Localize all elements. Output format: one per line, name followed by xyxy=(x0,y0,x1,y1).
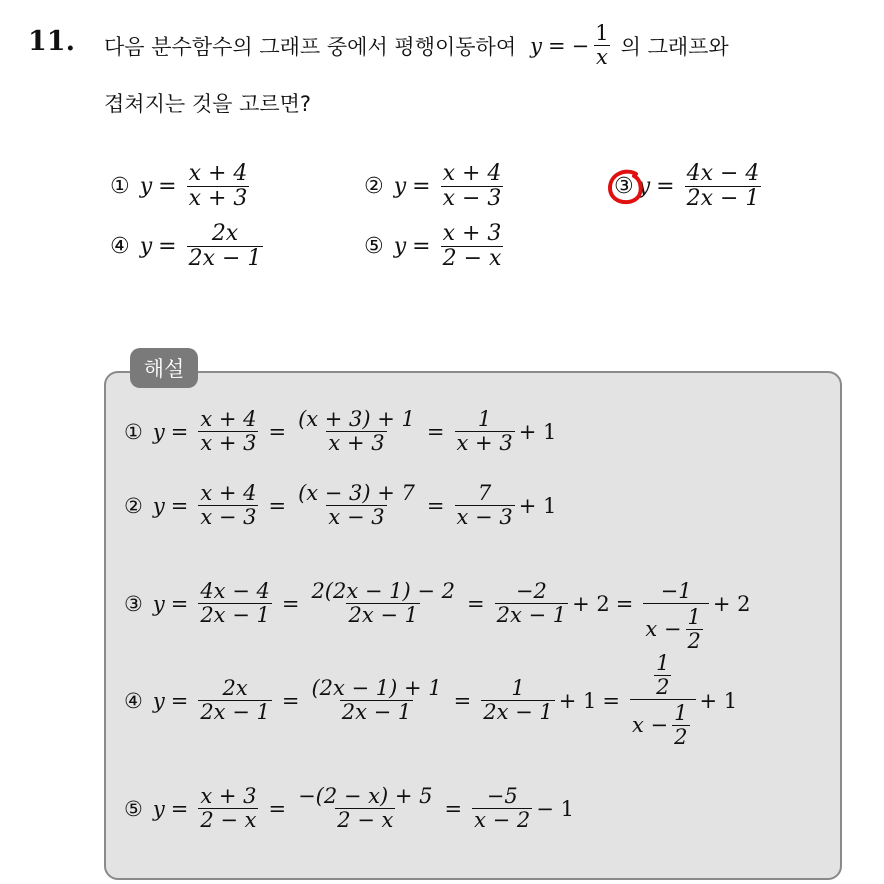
question-text-line2: 겹쳐지는 것을 고르면? xyxy=(104,92,312,116)
choice-fraction: $\frac{x + 4}{x + 3}$ xyxy=(188,161,248,212)
choice-marker: ② xyxy=(364,174,384,200)
question-eq-lhs: y xyxy=(530,33,543,58)
solution-row-2: ② y = $\frac{x + 4}{x - 3}$ = $\frac{(x - 3) + 7}{x - 3}$ = $\frac{7}{x - 3}$ + 1 xyxy=(124,481,557,530)
choice-marker: ⑤ xyxy=(364,234,384,260)
choice-fraction: $\frac{x + 3}{2 - x}$ xyxy=(442,221,502,272)
choice-marker: ① xyxy=(110,174,130,200)
choice-fraction: $\frac{x + 4}{x - 3}$ xyxy=(442,161,502,212)
question-eq-neg: − xyxy=(571,33,590,58)
choice-marker: ③ xyxy=(614,174,634,200)
choice-lhs: y xyxy=(393,234,407,260)
solution-row-5: ⑤ y = $\frac{x + 3}{2 - x}$ = $\frac{-(2 - x) + 5}{2 - x}$ = $\frac{-5}{x - 2}$ − 1 xyxy=(124,784,574,833)
question-number: 11. xyxy=(28,26,75,57)
question-fraction xyxy=(593,22,610,69)
answer-circle-mark-icon xyxy=(606,168,646,208)
choice-4[interactable]: ④ y = $\frac{2x}{2x - 1}$ xyxy=(110,221,262,272)
choice-5[interactable]: ⑤ y = $\frac{x + 3}{2 - x}$ xyxy=(364,221,502,272)
choice-lhs: y xyxy=(637,174,651,200)
choice-fraction: $\frac{2x}{2x - 1}$ xyxy=(188,221,262,272)
question-text-line1 xyxy=(104,22,729,69)
question-frac-den: x xyxy=(596,45,608,70)
question-text-part2: 의 그래프와 xyxy=(620,34,729,59)
solution-label: 해설 xyxy=(130,348,198,388)
solution-row-4: ④ y = $\frac{2x}{2x - 1}$ = $\frac{(2x - 1) + 1}{2x - 1}$ = $\frac{1}{2x - 1}$ + 1 = $\frac{1}{2}$ x − $\frac{1}{2}$ + 1 xyxy=(124,651,738,750)
choice-3[interactable]: ③ y = $\frac{4x - 4}{2x - 1}$ xyxy=(614,161,760,212)
choice-lhs: y xyxy=(139,174,153,200)
choice-marker: ④ xyxy=(110,234,130,260)
choice-lhs: y xyxy=(393,174,407,200)
solution-row-3: ③ y = $\frac{4x - 4}{2x - 1}$ = $\frac{2(2x - 1) - 2}{2x - 1}$ = $\frac{-2}{2x - 1}$ + 2 = −1 x − $\frac{1}{2}$ + 2 xyxy=(124,579,751,654)
question-eq-sign: = xyxy=(548,33,566,58)
choice-2[interactable]: ② y = $\frac{x + 4}{x - 3}$ xyxy=(364,161,502,212)
choice-1[interactable]: ① y = $\frac{x + 4}{x + 3}$ xyxy=(110,161,248,212)
choice-lhs: y xyxy=(139,234,153,260)
question-text-part1: 다음 분수함수의 그래프 중에서 평행이동하여 xyxy=(104,34,517,59)
choice-fraction: $\frac{4x - 4}{2x - 1}$ xyxy=(686,161,760,212)
question-frac-num: 1 xyxy=(595,21,609,45)
solution-row-1: ① y = $\frac{x + 4}{x + 3}$ = $\frac{(x + 3) + 1}{x + 3}$ = $\frac{1}{x + 3}$ + 1 xyxy=(124,407,557,456)
